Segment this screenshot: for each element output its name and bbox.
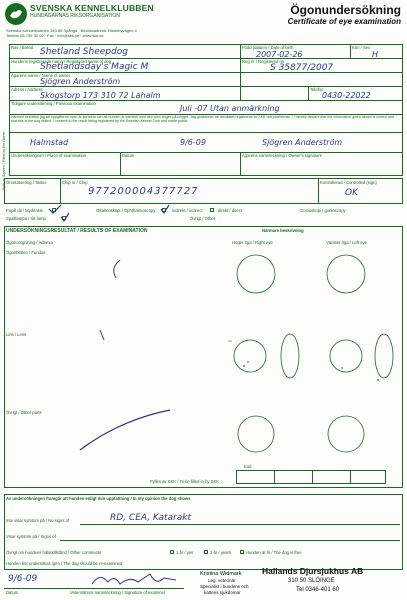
- sidebar-owner-note: Fylls av Ägaren / Filled by the Owner: [2, 131, 6, 190]
- org-address-line2: Telefon 08-795 30 00 · Fax · info@skk.se · www.skk.se: [6, 33, 104, 38]
- lens-label: Lins / Lens: [6, 332, 27, 337]
- owner-signature: Sjögren Anderström: [262, 138, 343, 147]
- right-lens-front-circle: [234, 340, 266, 372]
- slitlamp-check-mark-icon: [60, 212, 70, 222]
- option-2-label: 2 år / years: [210, 550, 231, 555]
- reg-label: Reg nr / Registered no: [242, 59, 285, 64]
- dob-value: 2007-02-26: [256, 50, 303, 59]
- right-lens-side-ellipse: [281, 334, 299, 378]
- prev-exam-label: Tidigare undersökning / Previous examination: [11, 101, 96, 106]
- name-label: Hundens registrerade namn / Registered name of dog: [11, 59, 112, 64]
- date-value: 9/6-09: [180, 138, 206, 147]
- left-fundus-circle: [327, 255, 365, 293]
- org-name: SVENSKA KENNELKLUBBEN: [30, 3, 154, 13]
- code-label: Kod: [244, 464, 252, 469]
- free-value: RD, CEA, Katarakt: [110, 513, 192, 523]
- phone-value: 0430-22022: [322, 91, 371, 100]
- method-indirect-label: indirekt / indirect: [172, 208, 203, 213]
- page-subtitle: Certificate of eye examination: [287, 17, 401, 26]
- results-heading: UNDERSÖKNINGSRESULTAT / RESULTS OF EXAMINATION: [6, 228, 148, 234]
- method-slitlamp-label: Spaltlampa / slit lamp: [6, 216, 46, 221]
- chip-value: 977200004377727: [88, 186, 199, 197]
- eye-diagrams: [228, 244, 402, 484]
- place-value: Halmstad: [30, 138, 69, 147]
- left-lens-side-ellipse: [375, 334, 393, 378]
- controlled-label: Kontrollerad / Controlled (sign): [320, 180, 377, 185]
- owner-label: Ägarens namn / Name of owner: [11, 73, 71, 78]
- skk-code-table: [236, 470, 386, 484]
- chip-label: Chip nr / Chip: [62, 180, 88, 185]
- option-1-checkbox[interactable]: [170, 550, 174, 554]
- clinic-address: 310 50 SLÖINGE: [288, 578, 335, 584]
- option-1-label: 1 år / yes: [176, 550, 194, 555]
- method-gonioscopy-label: Gonioskopi / gonioscopy: [300, 208, 346, 213]
- phone-label: Telefon: [310, 87, 324, 92]
- adnexa-label: Ögonomgivning / Adnexa: [6, 240, 53, 245]
- sex-value: H: [372, 50, 379, 59]
- org-address: [6, 28, 266, 38]
- indirect-checkbox[interactable]: [210, 208, 214, 212]
- stamp-title: Leg. veterinär: [208, 578, 236, 583]
- sex-label: Kön / Sex: [352, 45, 371, 50]
- dob-label: Född (datum) / Date of birth: [242, 45, 294, 50]
- conclusion-heading: Av undersökningen framgår att hunden enligt min uppfattning / In my opinion the dog shows: [6, 496, 191, 501]
- option-2-checkbox[interactable]: [204, 550, 208, 554]
- clinic-name: Hallands Djursjukhus AB: [262, 566, 364, 576]
- ophthalmoscopy-check-mark-icon: [160, 204, 170, 214]
- method-direct-label: direkt / direct: [218, 208, 242, 213]
- owner-value: Sjögren Anderström: [40, 77, 121, 86]
- other-comments-label: Övrigt om hundens hälsotillstånd / Other comments: [6, 550, 102, 555]
- option-3-label: Hunden är fri / The dog is free: [246, 550, 302, 555]
- page-title: Ögonundersökning: [290, 3, 401, 17]
- breed-label: Ras / Breed: [11, 45, 34, 50]
- right-eye-label: Höger öga / Right eye: [232, 240, 273, 245]
- retest-label: Hunden bör undersökas igen / The dog should be re-examined: [6, 561, 123, 566]
- right-other-circle: [238, 416, 274, 452]
- address-value: Skogstorp 173 310 72 Lahalm: [40, 91, 161, 100]
- reg-value: S 35877/2007: [270, 63, 334, 73]
- skk-logo-icon: [4, 2, 28, 26]
- conclusion-section: [4, 494, 403, 570]
- fundus-label: Ögonbotten / Fundus: [6, 250, 46, 255]
- right-fundus-circle: [237, 255, 275, 293]
- vet-signature-icon: [90, 570, 180, 588]
- method-other-label: Övrigt / Other: [190, 216, 216, 221]
- owner-sig-label: Ägarens namnteckning / Owner's signature: [242, 153, 322, 158]
- stamp-specialty-1: Specialist i hundens och: [200, 584, 249, 589]
- date-label-bottom: Datum: [6, 590, 19, 595]
- other-parts-label: Övrigt / Other parts: [6, 410, 42, 415]
- tattoo-label: Örontatuering / Tattoo: [6, 180, 47, 185]
- controlled-value: OK: [345, 188, 358, 198]
- name-value: Shetlandsday's Magic M: [40, 62, 149, 72]
- exam-date-value: 9/6-09: [8, 574, 38, 584]
- handwritten-marks: [60, 250, 180, 460]
- date-label: Datum: [122, 153, 135, 158]
- left-other-circle: [328, 416, 364, 452]
- prev-exam-value: Juli -07 Utan anmärkning: [180, 104, 280, 113]
- method-ophthalmoscopy-label: Oftalmoskopi / Ophthalmoscopy: [96, 208, 156, 213]
- address-label: Adress / Address: [11, 87, 43, 92]
- clinic-phone: Tel 0346-401 60: [296, 587, 340, 593]
- left-eye-label: Vänster öga / Left eye: [326, 240, 367, 245]
- finding-heading: Närmare beskrivning: [262, 228, 304, 233]
- breed-value: Shetland Sheepdog: [40, 47, 128, 57]
- method-pupil-label: Pupill dil / Mydriasis: [6, 208, 43, 213]
- free-label: Inte visar symtom på / No signs of: [6, 518, 70, 523]
- org-subtitle: HUNDÄGARNAS RIKSORGANISATION: [30, 13, 120, 19]
- tick-marks: [228, 338, 248, 344]
- vet-sig-label: Veterinärens namnteckning / Signature of examiner: [70, 590, 166, 595]
- stamp-specialty-2: kattens sjukdomar: [204, 590, 241, 595]
- org-address-line1: Svenska Kennelklubben 163 85 Spånga · Besöksadress: Rinkebyvägen 4: [6, 28, 137, 33]
- place-label: Undersökningsort / Place of examination: [11, 153, 87, 158]
- signs-label: Visar symtom på / Signs of: [6, 534, 56, 539]
- left-lens-front-circle: [330, 340, 362, 372]
- stamp-name: Kristina Widmark: [200, 571, 242, 577]
- skk-note: Fylles av SKK / To be filled in by SKK: [150, 479, 220, 484]
- consent-text: Härmed bekräftar jag att uppgifterna ovan är korrekta och att hunden är identisk med den som anges på intyget. Jag godkänner att resultatet registreras av SKK och publiceras. / I hereby declare that the information given above is correct and that this is the dog stated. I consent to the result being registered by the Swedish Kennel Club and made public.: [11, 115, 395, 124]
- option-3-checkbox[interactable]: [240, 550, 244, 554]
